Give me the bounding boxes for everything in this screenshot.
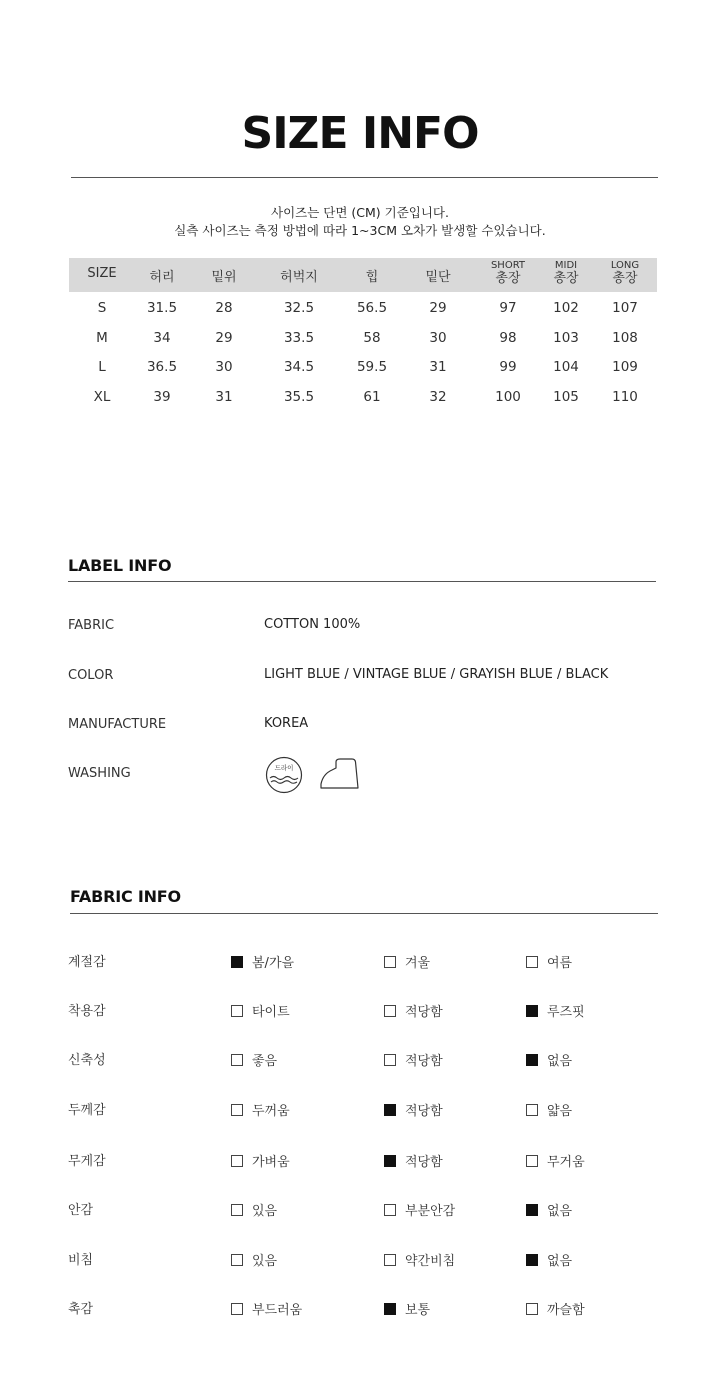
- size-table-cell: 31.5: [146, 300, 178, 316]
- size-table-cell: 104: [553, 359, 579, 375]
- fabric-option: [231, 952, 294, 971]
- size-table-cell: 29: [429, 300, 447, 316]
- fabric-option: [526, 1151, 585, 1170]
- checked-checkbox: [526, 1054, 538, 1066]
- fabric-option: [384, 1001, 443, 1020]
- fabric-option: [384, 1200, 455, 1219]
- unchecked-checkbox: [384, 956, 396, 968]
- unchecked-checkbox: [231, 1104, 243, 1116]
- fabric-category-label: 착용감: [68, 1004, 106, 1019]
- fabric-category-label: 무게감: [68, 1154, 106, 1169]
- fabric-category-label: 신축성: [68, 1053, 106, 1068]
- size-table-header-cell: 힙: [365, 270, 379, 285]
- title-divider: [71, 177, 658, 178]
- unchecked-checkbox: [384, 1005, 396, 1017]
- fabric-option: [526, 1299, 585, 1318]
- fabric-option-label: 겨울: [405, 956, 431, 971]
- size-table-cell: 31: [429, 359, 447, 375]
- label-info-label: FABRIC: [68, 618, 115, 633]
- fabric-option: [384, 1250, 455, 1269]
- size-table-cell: XL: [93, 389, 111, 405]
- size-header-main: 총장: [612, 271, 638, 286]
- fabric-option-label: 여름: [547, 956, 573, 971]
- unchecked-checkbox: [526, 956, 538, 968]
- size-table-cell: 58: [363, 330, 381, 346]
- size-table-cell: 35.5: [283, 389, 315, 405]
- size-table-header-cell: [611, 260, 639, 287]
- size-table-header-cell: 허벅지: [280, 270, 318, 285]
- size-table-header-cell: 밑단: [425, 270, 451, 285]
- unchecked-checkbox: [526, 1303, 538, 1315]
- label-info-value: LIGHT BLUE / VINTAGE BLUE / GRAYISH BLUE / BLACK: [264, 667, 609, 682]
- size-table-cell: 34.5: [283, 359, 315, 375]
- size-table-cell: 33.5: [283, 330, 315, 346]
- checked-checkbox: [526, 1005, 538, 1017]
- checked-checkbox: [526, 1254, 538, 1266]
- label-info-divider: [68, 581, 656, 582]
- fabric-option-label: 타이트: [252, 1005, 290, 1020]
- fabric-option-label: 좋음: [252, 1054, 278, 1069]
- fabric-info-divider: [70, 913, 658, 914]
- unchecked-checkbox: [231, 1005, 243, 1017]
- fabric-category-label: 비침: [68, 1253, 94, 1268]
- fabric-option-label: 부분안감: [405, 1204, 456, 1219]
- unchecked-checkbox: [384, 1204, 396, 1216]
- size-table-cell: 59.5: [356, 359, 388, 375]
- fabric-option: [231, 1050, 277, 1069]
- size-table-cell: 100: [495, 389, 521, 405]
- unchecked-checkbox: [231, 1303, 243, 1315]
- size-table-header-cell: 밑위: [211, 270, 237, 285]
- size-table-cell: 109: [612, 359, 638, 375]
- fabric-option: [526, 952, 572, 971]
- fabric-option-label: 적당함: [405, 1054, 443, 1069]
- iron-icon: [318, 756, 360, 792]
- checked-checkbox: [384, 1303, 396, 1315]
- fabric-category-label: 촉감: [68, 1302, 94, 1317]
- size-table-cell: 102: [553, 300, 579, 316]
- size-table-cell: M: [96, 330, 108, 346]
- dry-clean-text: 드라이: [274, 764, 294, 772]
- checked-checkbox: [384, 1155, 396, 1167]
- fabric-option: [231, 1250, 277, 1269]
- fabric-option: [231, 1151, 290, 1170]
- size-note-line1: 사이즈는 단면 (CM) 기준입니다.: [271, 205, 449, 220]
- label-info-value: KOREA: [264, 716, 309, 731]
- size-table-cell: 56.5: [356, 300, 388, 316]
- fabric-option: [526, 1100, 572, 1119]
- label-info-title: LABEL INFO: [68, 556, 172, 575]
- fabric-option-label: 없음: [547, 1204, 573, 1219]
- size-table-cell: 99: [499, 359, 517, 375]
- size-header-main: 총장: [495, 271, 521, 286]
- fabric-option-label: 없음: [547, 1054, 573, 1069]
- fabric-option: [231, 1299, 302, 1318]
- fabric-option-label: 있음: [252, 1204, 278, 1219]
- unchecked-checkbox: [526, 1155, 538, 1167]
- size-table-cell: 108: [612, 330, 638, 346]
- size-table-cell: 36.5: [146, 359, 178, 375]
- fabric-option-label: 보통: [405, 1303, 431, 1318]
- fabric-option: [384, 1100, 443, 1119]
- fabric-category-label: 계절감: [68, 955, 106, 970]
- fabric-option-label: 가벼움: [252, 1155, 290, 1170]
- unchecked-checkbox: [384, 1254, 396, 1266]
- unchecked-checkbox: [231, 1054, 243, 1066]
- size-table-cell: 30: [215, 359, 233, 375]
- label-info-label: WASHING: [68, 766, 131, 781]
- size-table-header-cell: [491, 260, 525, 287]
- fabric-info-title: FABRIC INFO: [70, 887, 181, 906]
- fabric-option-label: 약간비침: [405, 1254, 456, 1269]
- size-header-sub: MIDI: [554, 260, 578, 271]
- fabric-option-label: 두꺼움: [252, 1104, 290, 1119]
- unchecked-checkbox: [231, 1204, 243, 1216]
- size-table-cell: 34: [153, 330, 171, 346]
- size-table-cell: S: [97, 300, 107, 316]
- size-table-cell: 103: [553, 330, 579, 346]
- size-header-sub: SHORT: [490, 260, 526, 271]
- size-table-cell: 97: [499, 300, 517, 316]
- checked-checkbox: [526, 1204, 538, 1216]
- size-table-cell: 32: [429, 389, 447, 405]
- size-table-cell: L: [98, 359, 106, 375]
- fabric-option: [526, 1200, 572, 1219]
- fabric-option-label: 없음: [547, 1254, 573, 1269]
- size-table-cell: 29: [215, 330, 233, 346]
- size-table-cell: 31: [215, 389, 233, 405]
- fabric-option-label: 봄/가을: [252, 956, 295, 971]
- size-note-line2: 실측 사이즈는 측정 방법에 따라 1~3CM 오차가 발생할 수있습니다.: [174, 223, 546, 238]
- size-header-main: 총장: [553, 271, 579, 286]
- page-title: SIZE INFO: [241, 108, 479, 159]
- size-table-cell: 61: [363, 389, 381, 405]
- size-table-cell: 107: [612, 300, 638, 316]
- fabric-category-label: 두께감: [68, 1103, 106, 1118]
- fabric-option: [231, 1200, 277, 1219]
- label-info-label: COLOR: [68, 668, 114, 683]
- size-table-cell: 110: [612, 389, 638, 405]
- checked-checkbox: [231, 956, 243, 968]
- fabric-option-label: 적당함: [405, 1104, 443, 1119]
- unchecked-checkbox: [231, 1254, 243, 1266]
- fabric-option: [384, 952, 430, 971]
- fabric-option: [526, 1001, 585, 1020]
- size-table-header-cell: 허리: [149, 270, 175, 285]
- size-table-header-cell: SIZE: [87, 266, 117, 281]
- fabric-option-label: 루즈핏: [547, 1005, 585, 1020]
- unchecked-checkbox: [526, 1104, 538, 1116]
- unchecked-checkbox: [231, 1155, 243, 1167]
- size-table-cell: 105: [553, 389, 579, 405]
- fabric-option-label: 까슬함: [547, 1303, 585, 1318]
- fabric-option: [231, 1001, 290, 1020]
- dry-clean-icon: [265, 756, 303, 794]
- fabric-option-label: 있음: [252, 1254, 278, 1269]
- fabric-option-label: 무거움: [547, 1155, 585, 1170]
- fabric-option: [231, 1100, 290, 1119]
- size-table-cell: 32.5: [283, 300, 315, 316]
- checked-checkbox: [384, 1104, 396, 1116]
- fabric-option: [384, 1050, 443, 1069]
- label-info-value: COTTON 100%: [264, 617, 361, 632]
- fabric-option-label: 부드러움: [252, 1303, 303, 1318]
- fabric-category-label: 안감: [68, 1203, 94, 1218]
- unchecked-checkbox: [384, 1054, 396, 1066]
- size-table-header-cell: [553, 260, 578, 287]
- size-table-cell: 39: [153, 389, 171, 405]
- size-table-cell: 28: [215, 300, 233, 316]
- fabric-option-label: 적당함: [405, 1155, 443, 1170]
- fabric-option: [384, 1151, 443, 1170]
- fabric-option-label: 얇음: [547, 1104, 573, 1119]
- fabric-option: [526, 1250, 572, 1269]
- size-table-cell: 30: [429, 330, 447, 346]
- size-header-sub: LONG: [610, 260, 640, 271]
- label-info-label: MANUFACTURE: [68, 717, 167, 732]
- fabric-option-label: 적당함: [405, 1005, 443, 1020]
- fabric-option: [384, 1299, 430, 1318]
- fabric-option: [526, 1050, 572, 1069]
- size-table-cell: 98: [499, 330, 517, 346]
